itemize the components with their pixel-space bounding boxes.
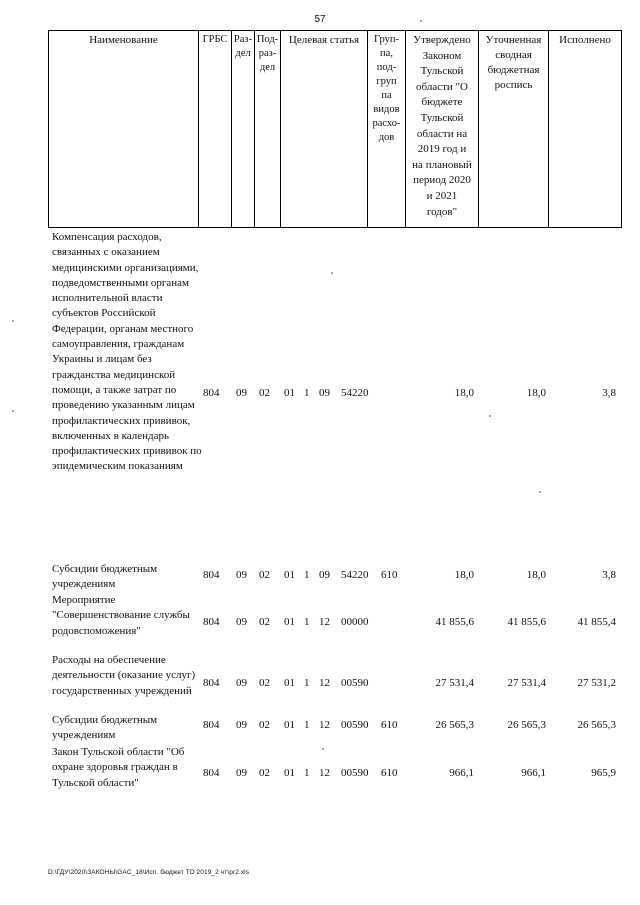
scan-speck	[322, 748, 324, 750]
row-razdel: 09	[236, 616, 247, 628]
row-approved: 18,0	[454, 387, 474, 399]
row-executed: 41 855,4	[577, 616, 616, 628]
row-name: Субсидии бюджетным учреждениям	[52, 714, 158, 742]
row-ts2: 1	[304, 767, 310, 779]
row-ts1: 01	[284, 616, 295, 628]
row-grbs: 804	[203, 719, 220, 731]
row-ts1: 01	[284, 719, 295, 731]
row-executed: 27 531,2	[577, 677, 616, 689]
row-ts3: 09	[319, 569, 330, 581]
row-ts1: 01	[284, 767, 295, 779]
header-refined: Уточненная сводная бюджетная роспись	[479, 31, 549, 227]
row-refined: 18,0	[526, 387, 546, 399]
row-ts1: 01	[284, 387, 295, 399]
row-group: 610	[381, 569, 398, 581]
row-razdel: 09	[236, 719, 247, 731]
row-grbs: 804	[203, 569, 220, 581]
row-refined: 27 531,4	[507, 677, 546, 689]
row-approved: 41 855,6	[435, 616, 474, 628]
row-refined: 26 565,3	[507, 719, 546, 731]
row-group: 610	[381, 719, 398, 731]
row-ts1: 01	[284, 677, 295, 689]
row-grbs: 804	[203, 616, 220, 628]
row-grbs: 804	[203, 767, 220, 779]
scan-speck	[489, 415, 491, 417]
row-razdel: 09	[236, 677, 247, 689]
row-ts2: 1	[304, 677, 310, 689]
scan-speck	[539, 491, 541, 493]
header-approved: Утверждено Законом Тульской области "О бюджете Тульской области на 2019 год и на плановый период 2020 и 2021 годов"	[406, 31, 479, 227]
row-approved: 18,0	[454, 569, 474, 581]
header-group: Груп- па, под- груп па видов расхо- дов	[368, 31, 406, 227]
row-ts3: 12	[319, 677, 330, 689]
row-refined: 41 855,6	[507, 616, 546, 628]
header-target: Целевая статья	[281, 31, 368, 227]
row-approved: 26 565,3	[435, 719, 474, 731]
row-approved: 27 531,4	[435, 677, 474, 689]
row-name: Закон Тульской области "Об охране здоровья граждан в Тульской области"	[52, 746, 185, 789]
footer-file-path: D:\ГДУ\2020\ЗАКОНЫ\GAC_18\Исп. бюджет ТО 2019_2 чт\pr2.xls	[48, 869, 250, 876]
header-podrazdel: Под- раз- дел	[255, 31, 281, 227]
row-ts3: 12	[319, 616, 330, 628]
row-executed: 3,8	[602, 387, 616, 399]
row-ts4: 00000	[341, 616, 369, 628]
scan-speck	[331, 272, 333, 274]
row-executed: 3,8	[602, 569, 616, 581]
header-razdel: Раз- дел	[232, 31, 255, 227]
row-refined: 18,0	[526, 569, 546, 581]
header-executed: Исполнено	[559, 34, 611, 46]
row-ts2: 1	[304, 387, 310, 399]
table-header	[48, 30, 622, 228]
row-ts4: 54220	[341, 387, 369, 399]
row-ts2: 1	[304, 569, 310, 581]
header-grbs: ГРБС	[199, 31, 232, 227]
page-number: 57	[314, 14, 326, 25]
row-podrazdel: 02	[259, 719, 270, 731]
row-name: Компенсация расходов, связанных с оказанием медицинскими организациями, подведомственными органам исполнительной власти субъектов Российской Федерации, органам местного самоуправления, гражданам Украины и лицам без гражданства медицинской помощи, а также затрат по проведению указанным лицам профилактических прививок, включенных в календарь профилактических прививок по эпидемическим показаниям	[52, 231, 202, 473]
row-podrazdel: 02	[259, 767, 270, 779]
row-ts2: 1	[304, 616, 310, 628]
header-name: Наименование	[49, 31, 199, 227]
row-name: Расходы на обеспечение деятельности (оказание услуг) государственных учреждений	[52, 654, 196, 697]
row-ts1: 01	[284, 569, 295, 581]
row-grbs: 804	[203, 387, 220, 399]
row-razdel: 09	[236, 387, 247, 399]
scan-speck	[420, 20, 422, 22]
row-podrazdel: 02	[259, 677, 270, 689]
row-ts3: 12	[319, 719, 330, 731]
row-executed: 26 565,3	[577, 719, 616, 731]
row-ts3: 09	[319, 387, 330, 399]
row-podrazdel: 02	[259, 387, 270, 399]
row-refined: 966,1	[521, 767, 546, 779]
scan-speck	[12, 320, 14, 322]
row-ts3: 12	[319, 767, 330, 779]
row-approved: 966,1	[449, 767, 474, 779]
row-razdel: 09	[236, 767, 247, 779]
row-ts4: 00590	[341, 767, 369, 779]
row-ts2: 1	[304, 719, 310, 731]
row-razdel: 09	[236, 569, 247, 581]
row-podrazdel: 02	[259, 616, 270, 628]
row-group: 610	[381, 767, 398, 779]
scan-speck	[12, 410, 14, 412]
row-ts4: 54220	[341, 569, 369, 581]
row-podrazdel: 02	[259, 569, 270, 581]
row-executed: 965,9	[591, 767, 616, 779]
row-name: Субсидии бюджетным учреждениям	[52, 563, 158, 591]
row-ts4: 00590	[341, 719, 369, 731]
row-ts4: 00590	[341, 677, 369, 689]
row-name: Мероприятие "Совершенствование службы родовспоможения"	[52, 594, 190, 637]
row-grbs: 804	[203, 677, 220, 689]
